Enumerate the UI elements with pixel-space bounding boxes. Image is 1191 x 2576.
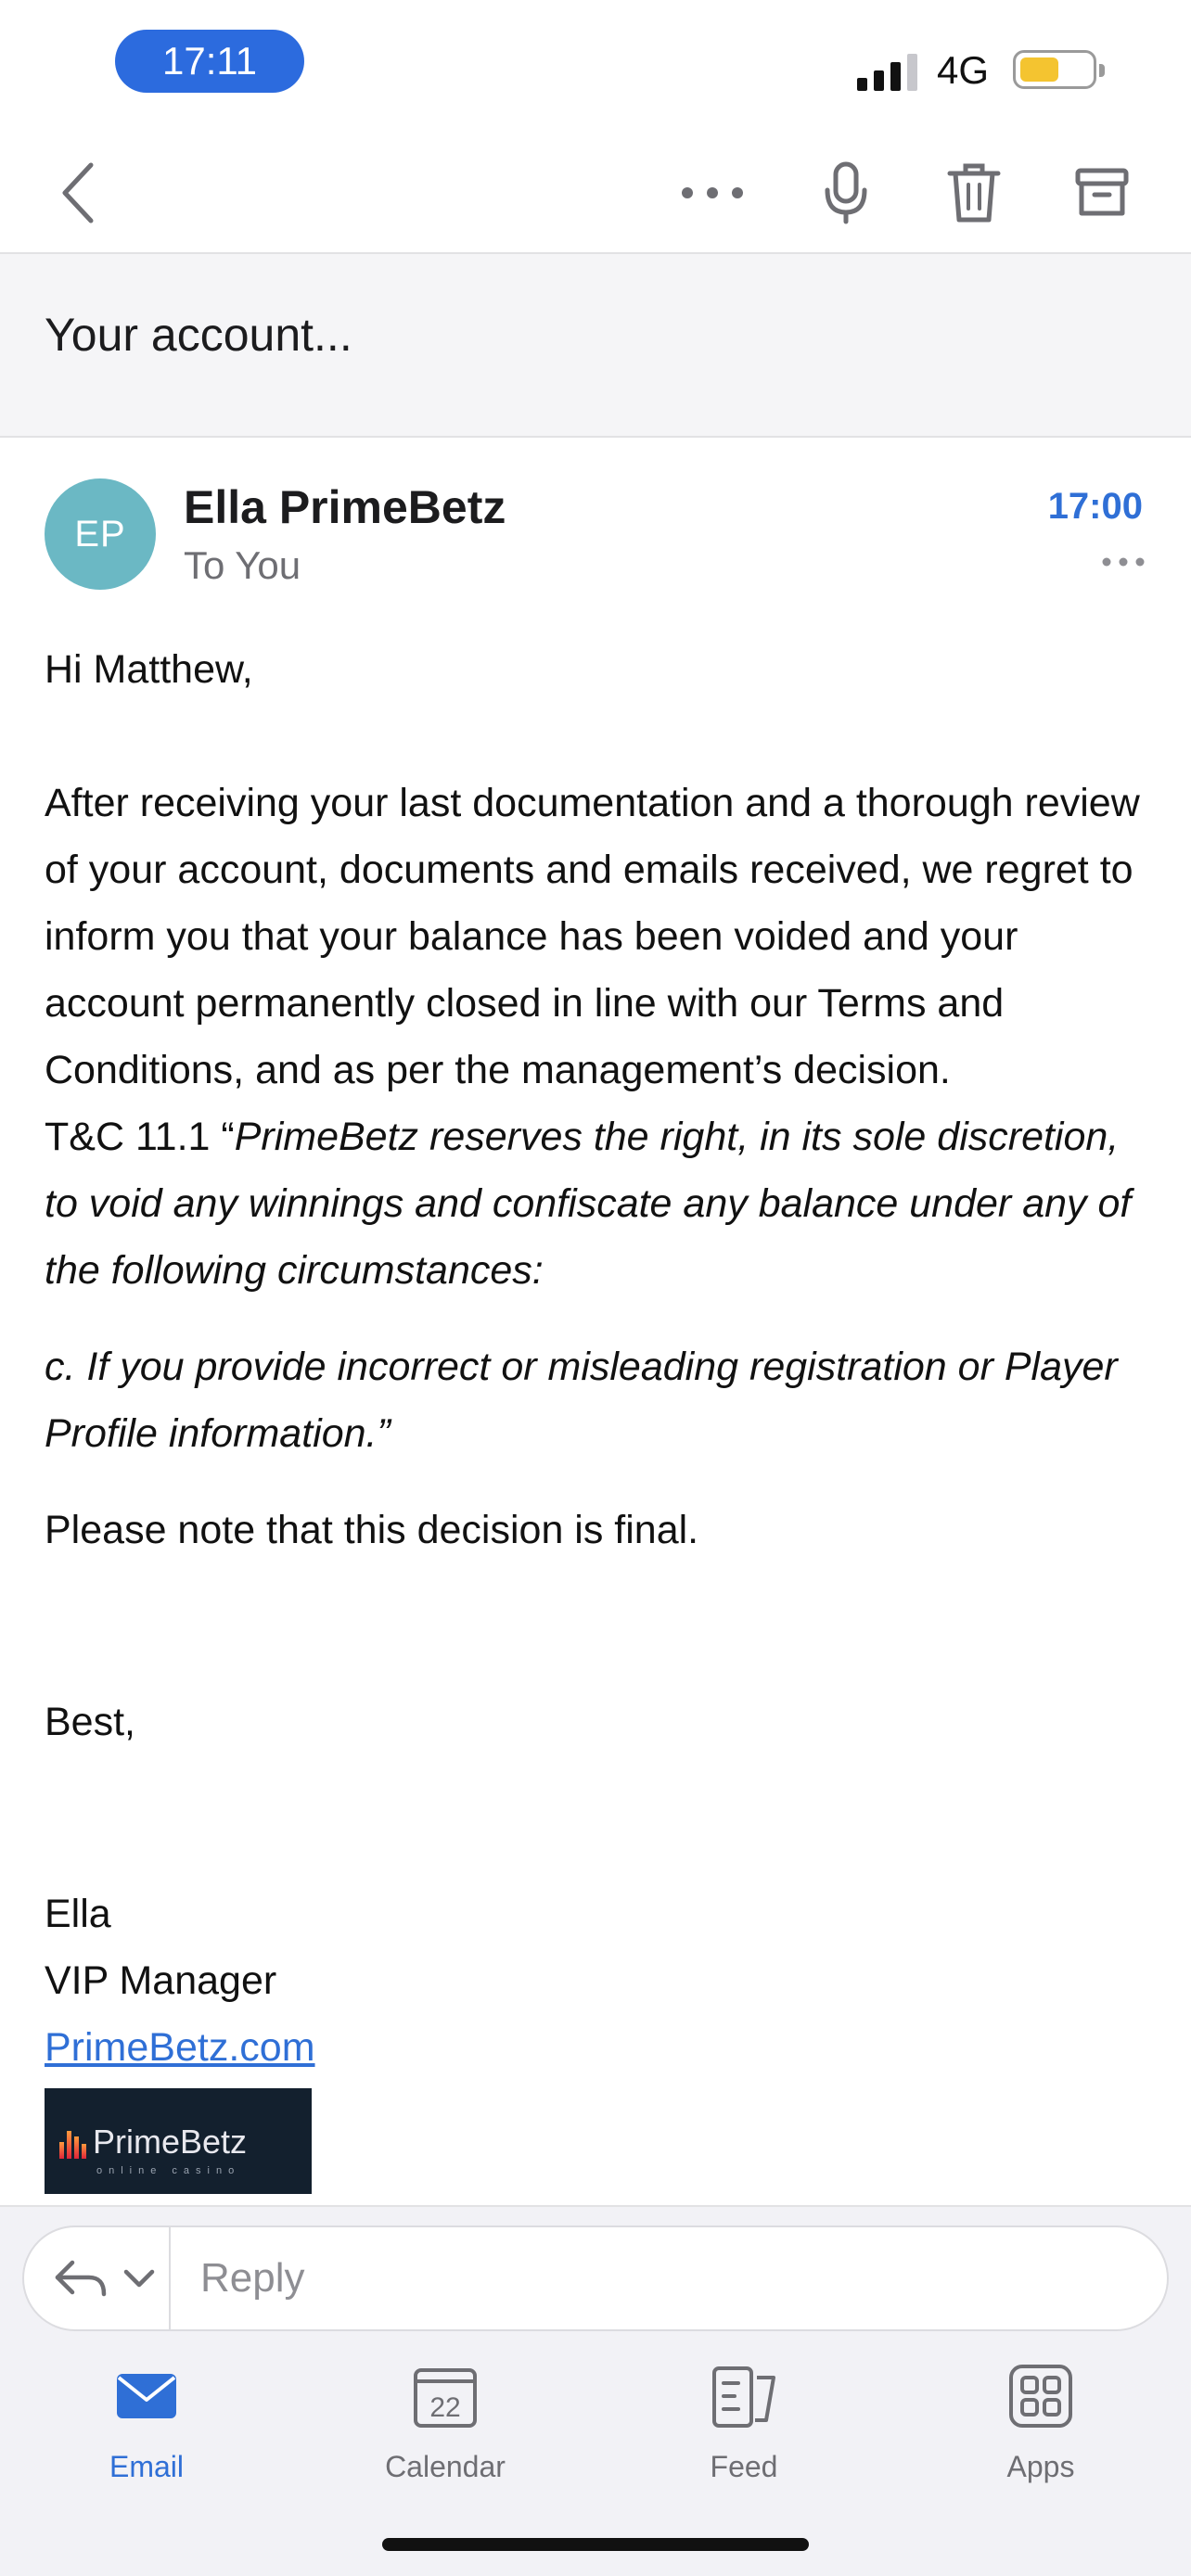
sender-avatar[interactable]: EP <box>45 478 156 590</box>
mail-icon <box>109 2359 184 2433</box>
tc-reference: T&C 11.1 “ <box>45 1115 235 1159</box>
email-subject: Your account... <box>45 309 352 361</box>
status-time[interactable]: 17:11 <box>115 30 304 93</box>
reply-input[interactable]: Reply <box>200 2255 305 2301</box>
sender-name[interactable]: Ella PrimeBetz <box>184 481 506 533</box>
more-icon[interactable] <box>677 158 748 228</box>
tab-calendar-label: Calendar <box>385 2450 506 2483</box>
calendar-icon <box>408 2359 482 2433</box>
body-paragraph <box>45 770 1148 1304</box>
final-note: Please note that this decision is final. <box>45 1508 699 1552</box>
status-bar <box>0 0 1191 130</box>
primebetz-logo[interactable] <box>45 2088 312 2194</box>
apps-icon <box>1004 2359 1078 2433</box>
tc-clause: c. If you provide incorrect or misleading registration or Player Profile information.” <box>45 1345 1118 1456</box>
trash-icon[interactable] <box>939 158 1009 228</box>
tab-apps-label: Apps <box>1006 2450 1075 2483</box>
network-type: 4G <box>937 48 990 92</box>
archive-icon[interactable] <box>1067 158 1137 228</box>
message-toolbar <box>0 130 1191 254</box>
email-body <box>45 636 1148 2194</box>
microphone-icon[interactable] <box>811 158 881 228</box>
chevron-down-icon <box>122 2268 156 2289</box>
calendar-day: 22 <box>429 2392 461 2423</box>
message-more-icon[interactable] <box>1100 553 1146 571</box>
battery-icon <box>1013 50 1096 89</box>
recipient-label[interactable]: To You <box>184 543 301 587</box>
signature-title: VIP Manager <box>45 1958 277 2003</box>
feed-icon <box>707 2359 781 2433</box>
signature-name: Ella <box>45 1892 111 1936</box>
tab-email-label: Email <box>109 2450 184 2483</box>
tab-calendar[interactable] <box>352 2359 538 2498</box>
home-indicator[interactable] <box>382 2538 809 2551</box>
sender-header <box>0 438 1191 605</box>
reply-icon <box>52 2257 108 2300</box>
tab-apps[interactable] <box>948 2359 1133 2498</box>
signoff: Best, <box>45 1700 135 1744</box>
reply-box[interactable] <box>22 2225 1169 2331</box>
logo-subtext: online casino <box>96 2165 241 2176</box>
greeting: Hi Matthew, <box>45 647 253 692</box>
tc-quote: PrimeBetz reserves the right, in its sole discretion, to void any winnings and confiscate any balance under any of the following circumstances: <box>45 1115 1132 1293</box>
tab-email[interactable] <box>54 2359 239 2498</box>
logo-text: PrimeBetz <box>93 2123 248 2161</box>
bottom-area <box>0 2205 1191 2576</box>
signal-icon <box>857 54 920 91</box>
tab-feed[interactable] <box>651 2359 837 2498</box>
signature-link[interactable]: PrimeBetz.com <box>45 2025 315 2070</box>
sent-time: 17:00 <box>1047 486 1143 527</box>
subject-bar <box>0 254 1191 438</box>
reply-options-button[interactable] <box>24 2227 171 2329</box>
body-main: After receiving your last documentation and a thorough review of your account, documents and emails received, we regret to inform you that your balance has been voided and your account permanently closed in line with our Terms and Conditions, and as per the management’s decision. <box>45 781 1140 1092</box>
back-icon[interactable] <box>43 158 113 228</box>
tab-feed-label: Feed <box>710 2450 778 2483</box>
